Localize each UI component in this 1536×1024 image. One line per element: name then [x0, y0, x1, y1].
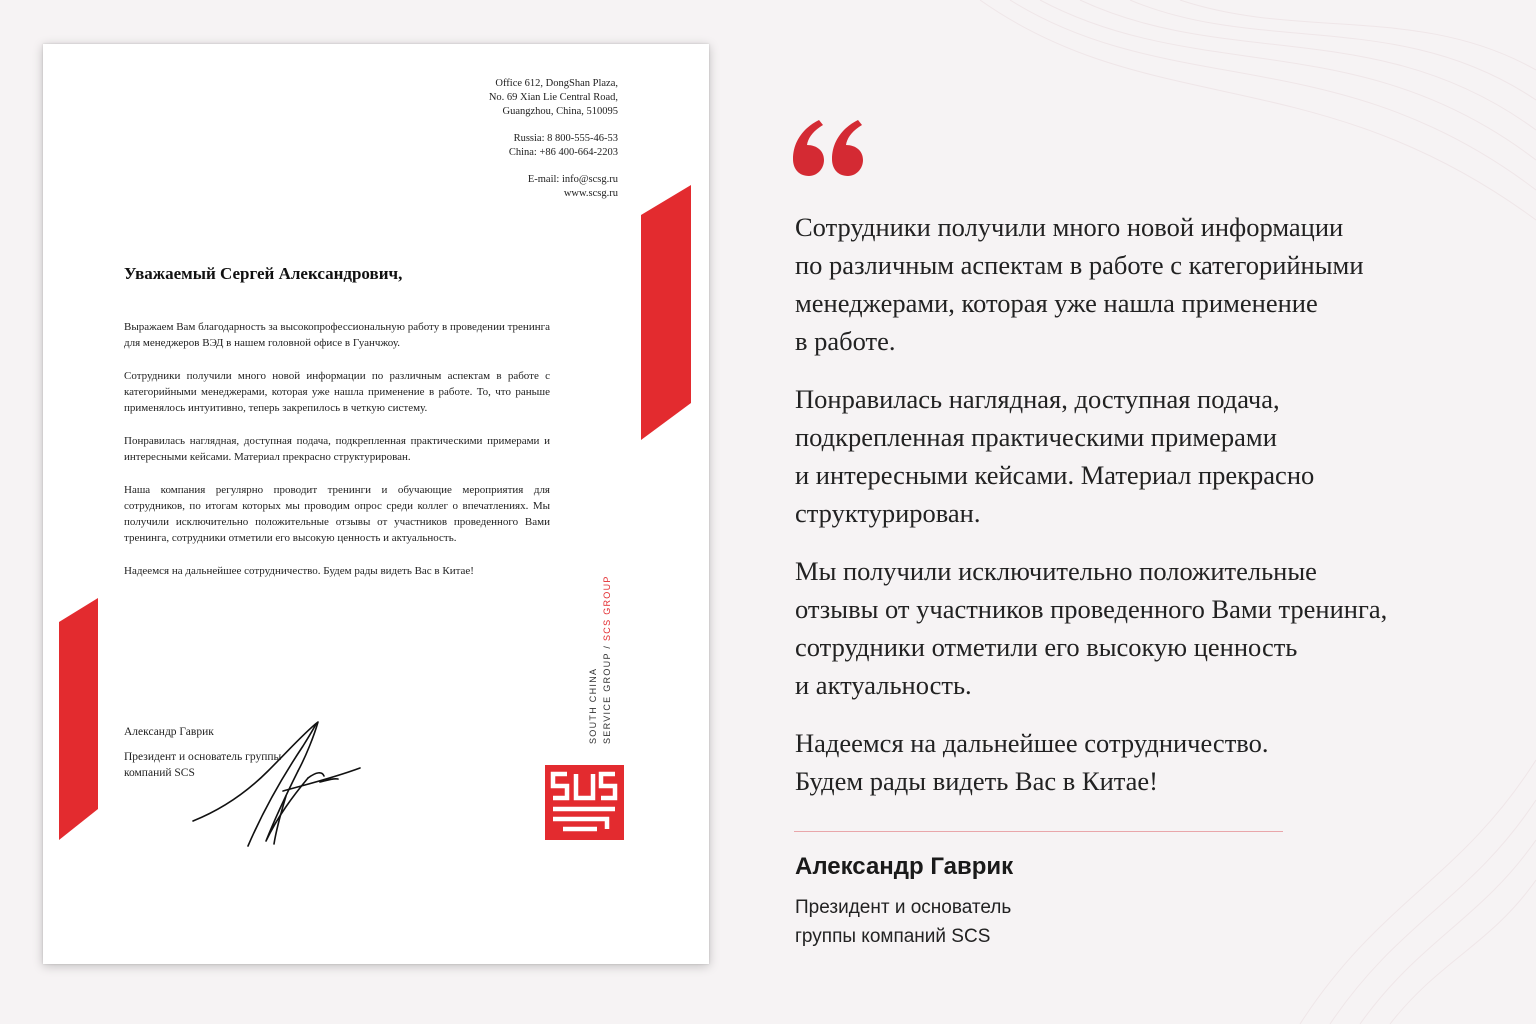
letter-salutation: Уважаемый Сергей Александрович, — [124, 264, 403, 283]
letter-paragraph: Выражаем Вам благодарность за высокопрофессиональную работу в проведении тренинга для менеджеров ВЭД в нашем головной офисе в Гуанчжоу. — [124, 321, 550, 349]
email-text: E-mail: info@scsg.ru — [527, 174, 618, 185]
letter-paragraph: Понравилась наглядная, доступная подача, подкрепленная практическими примерами и интересными кейсами. Материал прекрасно структурирован. — [124, 435, 550, 463]
letter-signer-name: Александр Гаврик — [124, 726, 214, 738]
vertical-label-line-2: SERVICE GROUP / — [602, 641, 612, 744]
vertical-label-line-1: SOUTH CHINA — [588, 667, 598, 744]
address-line-2: No. 69 Xian Lie Central Road, — [488, 92, 618, 103]
address-line-1: Office 612, DongShan Plaza, — [495, 78, 618, 89]
quote-text — [795, 208, 1475, 820]
phone-china: China: +86 400-664-2203 — [508, 147, 618, 158]
company-vertical-label — [586, 575, 614, 744]
scs-logo-icon — [545, 765, 624, 840]
signature-icon — [188, 716, 363, 851]
letter-sheet — [43, 44, 709, 964]
vertical-label-brand: SCS GROUP — [602, 575, 612, 641]
website-text: www.scsg.ru — [563, 188, 618, 199]
phone-russia: Russia: 8 800-555-46-53 — [513, 133, 618, 144]
quote-paragraph: Мы получили исключительно положительные отзывы от участников проведенного Вами тренинга, сотрудники отметили его высокую ценность и актуальность. — [795, 556, 1388, 700]
letter-body — [124, 319, 550, 596]
quote-paragraph: Понравилась наглядная, доступная подача, подкрепленная практическими примерами и интересными кейсами. Материал прекрасно структурирован. — [795, 384, 1315, 528]
address-line-3: Guangzhou, China, 510095 — [502, 106, 618, 117]
letter-paragraph: Сотрудники получили много новой информации по различным аспектам в работе с категорийными менеджерами, которая уже нашла применение в работе. То, что раньше применялось интуитивно, теперь закрепилось в четкую систему. — [124, 370, 550, 414]
sender-address — [489, 77, 618, 201]
letter-paragraph: Надеемся на дальнейшее сотрудничество. Будем рады видеть Вас в Китае! — [124, 565, 474, 577]
quote-author-name: Александр Гаврик — [795, 853, 1014, 880]
red-stripe-top-right — [641, 185, 691, 440]
letter-paragraph: Наша компания регулярно проводит тренинги и обучающие мероприятия для сотрудников, по итогам которых мы проводим опрос среди коллег о впечатлениях. Мы получили исключительно положительные отзывы от участников проведенного Вами тренинга, сотрудники отметили его высокую ценность и актуальность. — [124, 484, 550, 544]
quote-paragraph: Надеемся на дальнейшее сотрудничество. Будем рады видеть Вас в Китае! — [795, 728, 1269, 796]
letter-signer-role: Президент и основатель группы компаний SCS — [124, 751, 282, 779]
quote-author-role: Президент и основатель группы компаний SCS — [795, 897, 1012, 947]
quote-divider — [794, 831, 1283, 832]
red-stripe-bottom-left — [59, 598, 98, 840]
quote-mark-icon — [793, 120, 865, 176]
quote-paragraph: Сотрудники получили много новой информации по различным аспектам в работе с категорийными менеджерами, которая уже нашла применение в работе. — [795, 212, 1364, 356]
